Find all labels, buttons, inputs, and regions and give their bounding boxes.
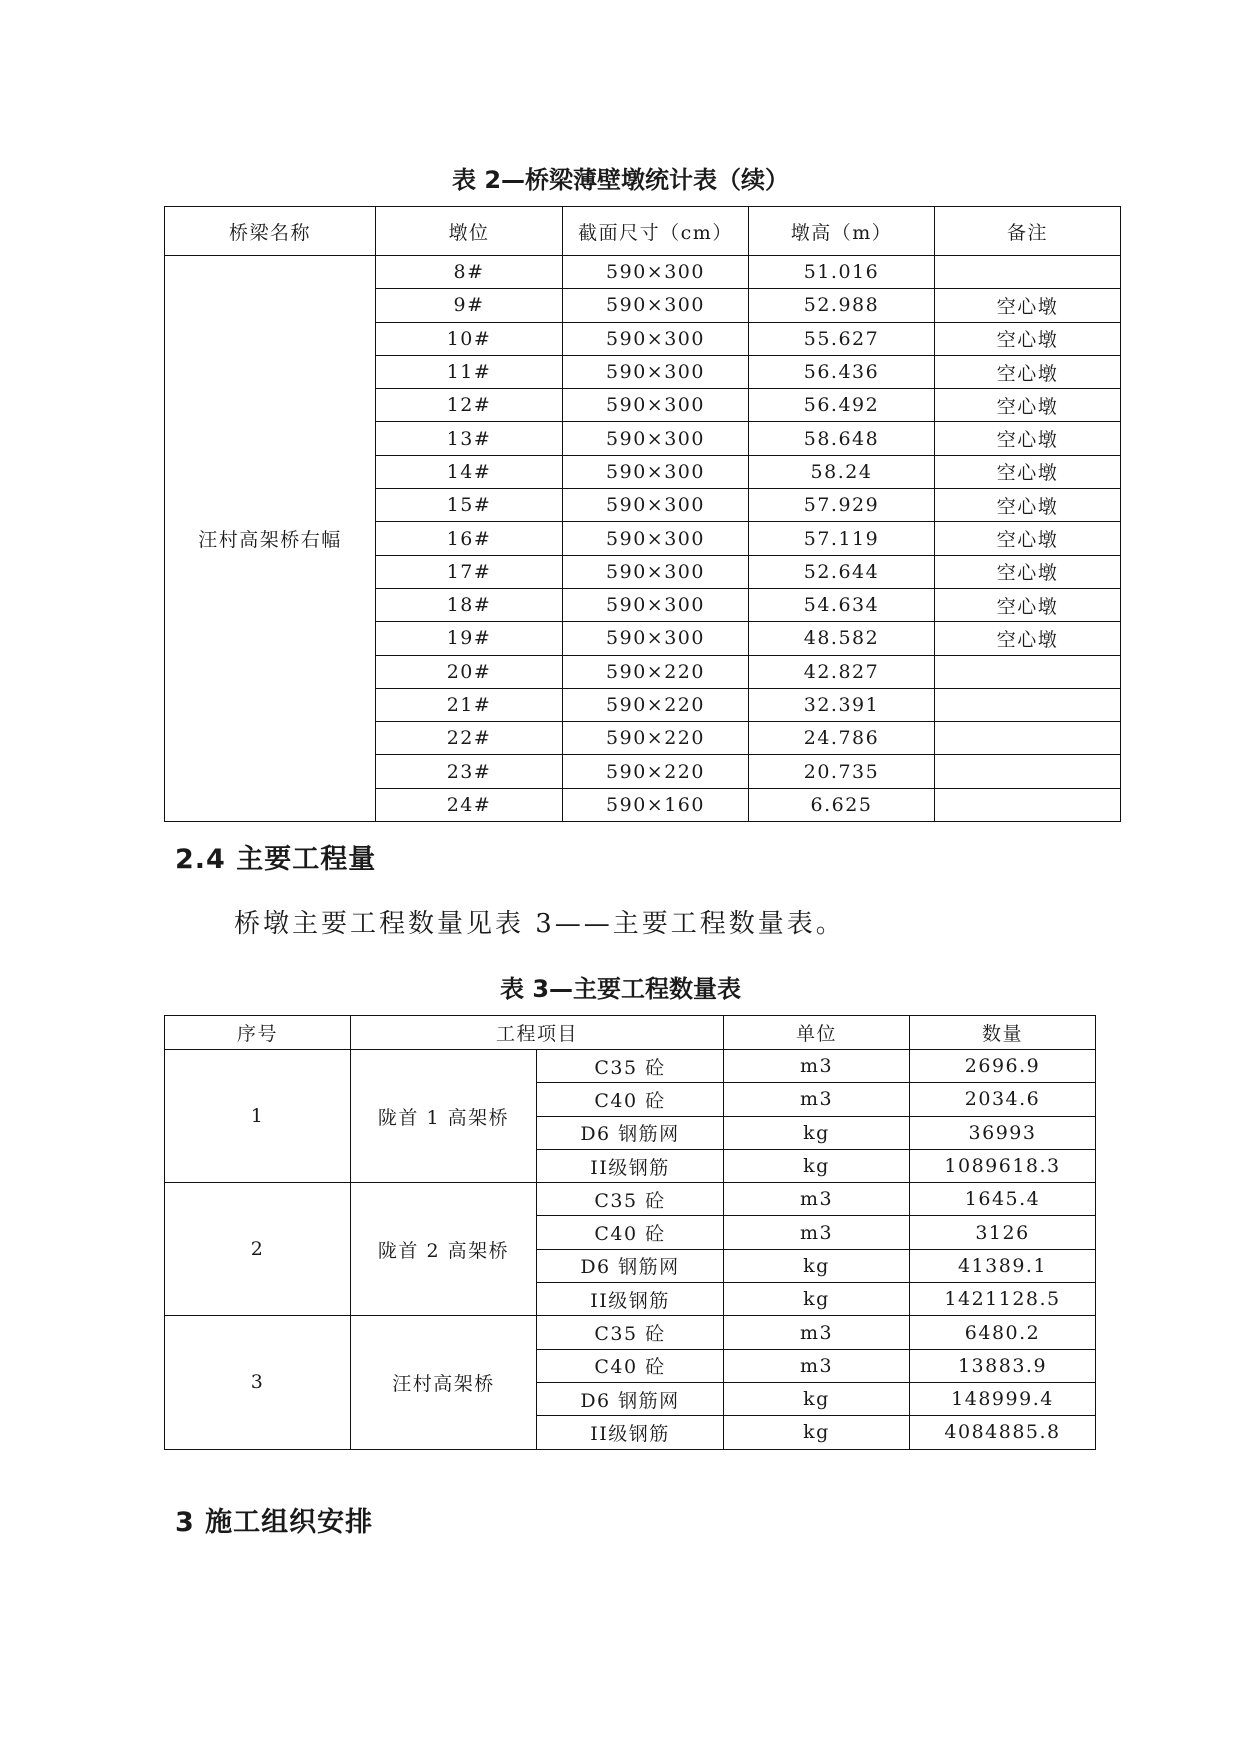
section-cell: 590×300 (563, 256, 749, 289)
height-cell: 56.492 (749, 389, 935, 422)
pier-cell: 14# (376, 455, 563, 488)
height-cell: 6.625 (749, 788, 935, 821)
pier-cell: 18# (376, 588, 563, 621)
pier-cell: 9# (376, 289, 563, 322)
unit-cell: kg (724, 1382, 910, 1415)
section-cell: 590×300 (563, 289, 749, 322)
height-cell: 56.436 (749, 355, 935, 388)
unit-cell: m3 (724, 1316, 910, 1349)
unit-cell: m3 (724, 1183, 910, 1216)
height-cell: 52.988 (749, 289, 935, 322)
item-cell: D6 钢筋网 (537, 1382, 724, 1415)
table-row (165, 1050, 1096, 1083)
section-cell: 590×300 (563, 389, 749, 422)
pier-statistics-table (164, 206, 1121, 822)
group-bridge-cell: 陇首 1 高架桥 (351, 1050, 537, 1183)
pier-cell: 13# (376, 422, 563, 455)
qty-cell: 3126 (910, 1216, 1096, 1249)
item-cell: C35 砼 (537, 1050, 724, 1083)
note-cell (935, 688, 1121, 721)
height-cell: 52.644 (749, 555, 935, 588)
pier-cell: 19# (376, 622, 563, 655)
header-unit: 单位 (724, 1016, 910, 1050)
table3-caption: 表 3—主要工程数量表 (499, 975, 742, 1003)
section-3-heading: 3 施工组织安排 (175, 1507, 374, 1538)
section-cell: 590×300 (563, 522, 749, 555)
note-cell: 空心墩 (935, 522, 1121, 555)
section-cell: 590×220 (563, 655, 749, 688)
unit-cell: kg (724, 1116, 910, 1149)
pier-cell: 20# (376, 655, 563, 688)
note-cell: 空心墩 (935, 489, 1121, 522)
note-cell (935, 788, 1121, 821)
height-cell: 42.827 (749, 655, 935, 688)
quantities-table (164, 1015, 1096, 1450)
pier-cell: 8# (376, 256, 563, 289)
section-cell: 590×220 (563, 688, 749, 721)
qty-cell: 36993 (910, 1116, 1096, 1149)
note-cell (935, 722, 1121, 755)
unit-cell: m3 (724, 1349, 910, 1382)
height-cell: 51.016 (749, 256, 935, 289)
unit-cell: kg (724, 1416, 910, 1449)
item-cell: C40 砼 (537, 1083, 724, 1116)
item-cell: C40 砼 (537, 1349, 724, 1382)
note-cell: 空心墩 (935, 455, 1121, 488)
note-cell (935, 655, 1121, 688)
pier-cell: 11# (376, 355, 563, 388)
note-cell: 空心墩 (935, 588, 1121, 621)
section-2-4-heading: 2.4 主要工程量 (175, 844, 377, 875)
header-item: 工程项目 (351, 1016, 724, 1050)
item-cell: II级钢筋 (537, 1283, 724, 1316)
height-cell: 32.391 (749, 688, 935, 721)
pier-cell: 16# (376, 522, 563, 555)
qty-cell: 4084885.8 (910, 1416, 1096, 1449)
unit-cell: m3 (724, 1050, 910, 1083)
section-cell: 590×160 (563, 788, 749, 821)
unit-cell: kg (724, 1283, 910, 1316)
height-cell: 20.735 (749, 755, 935, 788)
group-number-cell: 2 (165, 1183, 351, 1316)
header-qty: 数量 (910, 1016, 1096, 1050)
unit-cell: m3 (724, 1216, 910, 1249)
header-note: 备注 (935, 207, 1121, 256)
pier-cell: 12# (376, 389, 563, 422)
height-cell: 55.627 (749, 322, 935, 355)
section-cell: 590×300 (563, 355, 749, 388)
pier-cell: 22# (376, 722, 563, 755)
section-cell: 590×300 (563, 322, 749, 355)
pier-cell: 10# (376, 322, 563, 355)
group-number-cell: 3 (165, 1316, 351, 1449)
header-height: 墩高（m） (749, 207, 935, 256)
item-cell: C40 砼 (537, 1216, 724, 1249)
bridge-name-cell: 汪村高架桥右幅 (165, 256, 376, 822)
section-2-4-paragraph: 桥墩主要工程数量见表 3——主要工程数量表。 (234, 909, 845, 939)
note-cell (935, 256, 1121, 289)
height-cell: 48.582 (749, 622, 935, 655)
qty-cell: 2034.6 (910, 1083, 1096, 1116)
section-cell: 590×300 (563, 622, 749, 655)
qty-cell: 1089618.3 (910, 1149, 1096, 1182)
height-cell: 58.24 (749, 455, 935, 488)
item-cell: D6 钢筋网 (537, 1116, 724, 1149)
table2-header-row (165, 207, 1121, 256)
item-cell: II级钢筋 (537, 1416, 724, 1449)
note-cell: 空心墩 (935, 422, 1121, 455)
table3-header-row (165, 1016, 1096, 1050)
section-cell: 590×300 (563, 455, 749, 488)
qty-cell: 6480.2 (910, 1316, 1096, 1349)
note-cell (935, 755, 1121, 788)
note-cell: 空心墩 (935, 289, 1121, 322)
item-cell: C35 砼 (537, 1183, 724, 1216)
table-row (165, 1183, 1096, 1216)
section-cell: 590×300 (563, 555, 749, 588)
pier-cell: 24# (376, 788, 563, 821)
section-cell: 590×300 (563, 422, 749, 455)
qty-cell: 2696.9 (910, 1050, 1096, 1083)
unit-cell: m3 (724, 1083, 910, 1116)
header-section: 截面尺寸（cm） (563, 207, 749, 256)
qty-cell: 41389.1 (910, 1249, 1096, 1282)
pier-cell: 17# (376, 555, 563, 588)
table2-caption: 表 2—桥梁薄壁墩统计表（续） (451, 166, 790, 194)
qty-cell: 1421128.5 (910, 1283, 1096, 1316)
item-cell: C35 砼 (537, 1316, 724, 1349)
header-bridge-name: 桥梁名称 (165, 207, 376, 256)
section-cell: 590×220 (563, 722, 749, 755)
table-row (165, 256, 1121, 289)
note-cell: 空心墩 (935, 355, 1121, 388)
note-cell: 空心墩 (935, 555, 1121, 588)
note-cell: 空心墩 (935, 389, 1121, 422)
pier-cell: 15# (376, 489, 563, 522)
section-cell: 590×220 (563, 755, 749, 788)
pier-cell: 21# (376, 688, 563, 721)
qty-cell: 1645.4 (910, 1183, 1096, 1216)
qty-cell: 148999.4 (910, 1382, 1096, 1415)
table-row (165, 1316, 1096, 1349)
section-cell: 590×300 (563, 489, 749, 522)
item-cell: D6 钢筋网 (537, 1249, 724, 1282)
height-cell: 54.634 (749, 588, 935, 621)
item-cell: II级钢筋 (537, 1149, 724, 1182)
height-cell: 57.929 (749, 489, 935, 522)
header-no: 序号 (165, 1016, 351, 1050)
group-bridge-cell: 汪村高架桥 (351, 1316, 537, 1449)
note-cell: 空心墩 (935, 322, 1121, 355)
section-cell: 590×300 (563, 588, 749, 621)
height-cell: 58.648 (749, 422, 935, 455)
pier-cell: 23# (376, 755, 563, 788)
note-cell: 空心墩 (935, 622, 1121, 655)
header-pier: 墩位 (376, 207, 563, 256)
height-cell: 57.119 (749, 522, 935, 555)
group-bridge-cell: 陇首 2 高架桥 (351, 1183, 537, 1316)
group-number-cell: 1 (165, 1050, 351, 1183)
unit-cell: kg (724, 1149, 910, 1182)
unit-cell: kg (724, 1249, 910, 1282)
qty-cell: 13883.9 (910, 1349, 1096, 1382)
height-cell: 24.786 (749, 722, 935, 755)
